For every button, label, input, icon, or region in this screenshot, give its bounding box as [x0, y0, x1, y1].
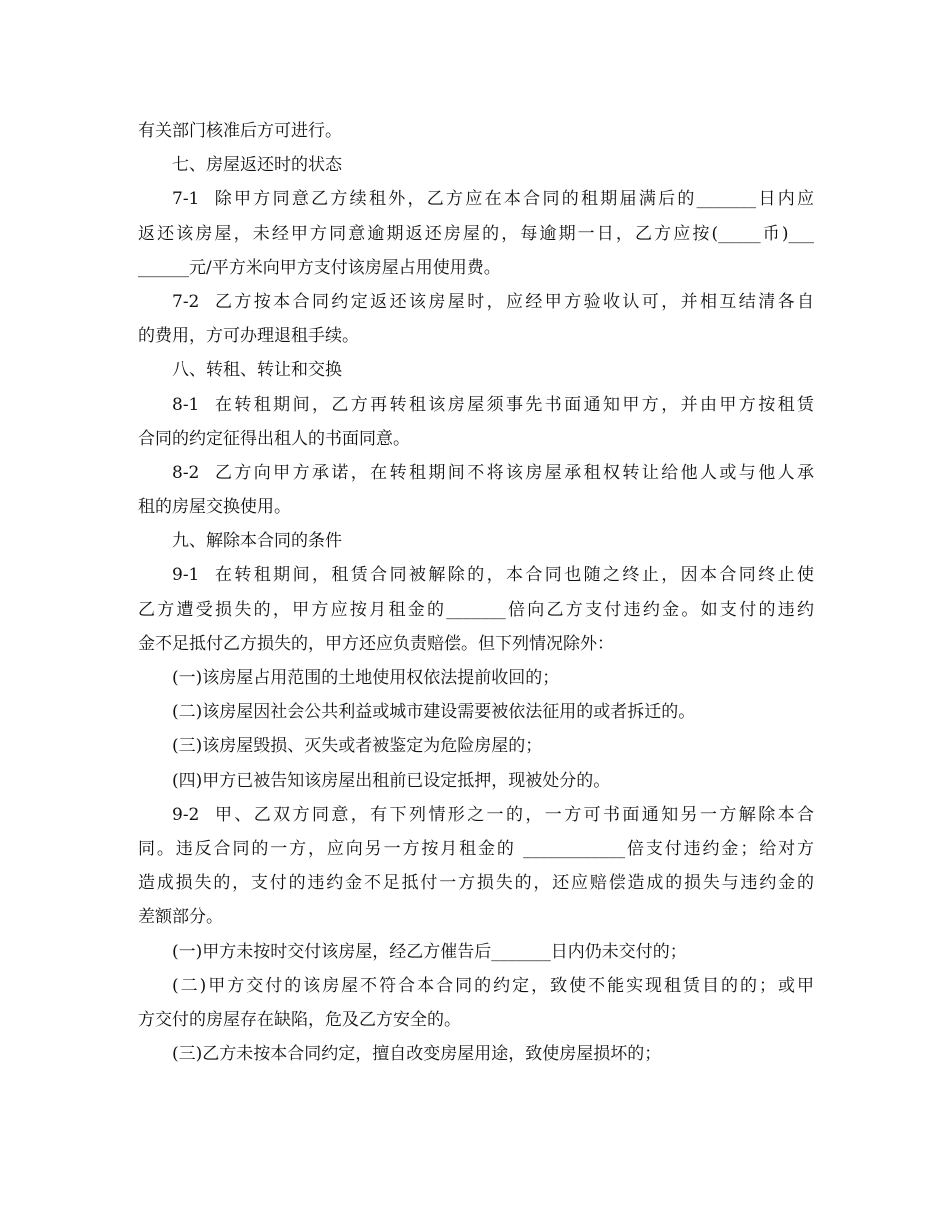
text-line: 合同的约定征得出租人的书面同意。 [138, 428, 410, 449]
text-line: ______元/平方米向甲方支付该房屋占用使用费。 [138, 257, 501, 278]
text-line: 的费用，方可办理退租手续。 [138, 326, 359, 347]
text-line: 差额部分。 [138, 907, 223, 928]
text-line: 7-1 除甲方同意乙方续租外，乙方应在本合同的租期届满后的_______日内应 [172, 189, 814, 210]
text-line: 造成损失的，支付的违约金不足抵付一方损失的，还应赔偿造成的损失与违约金的 [138, 873, 814, 894]
text-line: 乙方遭受损失的，甲方应按月租金的_______倍向乙方支付违约金。如支付的违约 [138, 599, 814, 620]
text-line: (一)甲方未按时交付该房屋，经乙方催告后_______日内仍未交付的； [172, 941, 687, 962]
text-line: 同。违反合同的一方，应向另一方按月租金的 ____________倍支付违约金；给对方 [138, 838, 814, 859]
text-line: 8-2 乙方向甲方承诺，在转租期间不将该房屋承租权转让给他人或与他人承 [172, 462, 814, 483]
text-line: 七、房屋返还时的状态 [172, 155, 342, 176]
text-line: 方交付的房屋存在缺陷，危及乙方安全的。 [138, 1009, 461, 1030]
text-line: 九、解除本合同的条件 [172, 531, 342, 552]
text-line: 有关部门核准后方可进行。 [138, 121, 342, 141]
text-line: 租的房屋交换使用。 [138, 497, 291, 518]
text-line: 9-1 在转租期间，租赁合同被解除的，本合同也随之终止，因本合同终止使 [172, 565, 814, 586]
text-line: 9-2 甲、乙双方同意，有下列情形之一的，一方可书面通知另一方解除本合 [172, 804, 814, 825]
text-line: (三)乙方未按本合同约定，擅自改变房屋用途，致使房屋损坏的； [172, 1044, 662, 1065]
text-line: (二)甲方交付的该房屋不符合本合同的约定，致使不能实现租赁目的的；或甲 [172, 975, 814, 996]
text-line: 8-1 在转租期间，乙方再转租该房屋须事先书面通知甲方，并由甲方按租赁 [172, 394, 814, 415]
text-line: (一)该房屋占用范围的土地使用权依法提前收回的； [172, 668, 560, 688]
text-line: 金不足抵付乙方损失的，甲方还应负责赔偿。但下列情况除外： [138, 633, 614, 654]
text-line: (三)该房屋毁损、灭失或者被鉴定为危险房屋的； [172, 736, 543, 757]
text-line: (四)甲方已被告知该房屋出租前已设定抵押，现被处分的。 [172, 770, 611, 791]
document-body [138, 114, 814, 1071]
text-line: 7-2 乙方按本合同约定返还该房屋时，应经甲方验收认可，并相互结清各自 [172, 291, 814, 312]
text-line: (二)该房屋因社会公共利益或城市建设需要被依法征用的或者拆迁的。 [172, 702, 696, 723]
text-line: 八、转租、转让和交换 [172, 360, 342, 381]
text-line: 返还该房屋，未经甲方同意逾期返还房屋的，每逾期一日，乙方应按(_____币)___ [138, 223, 814, 244]
